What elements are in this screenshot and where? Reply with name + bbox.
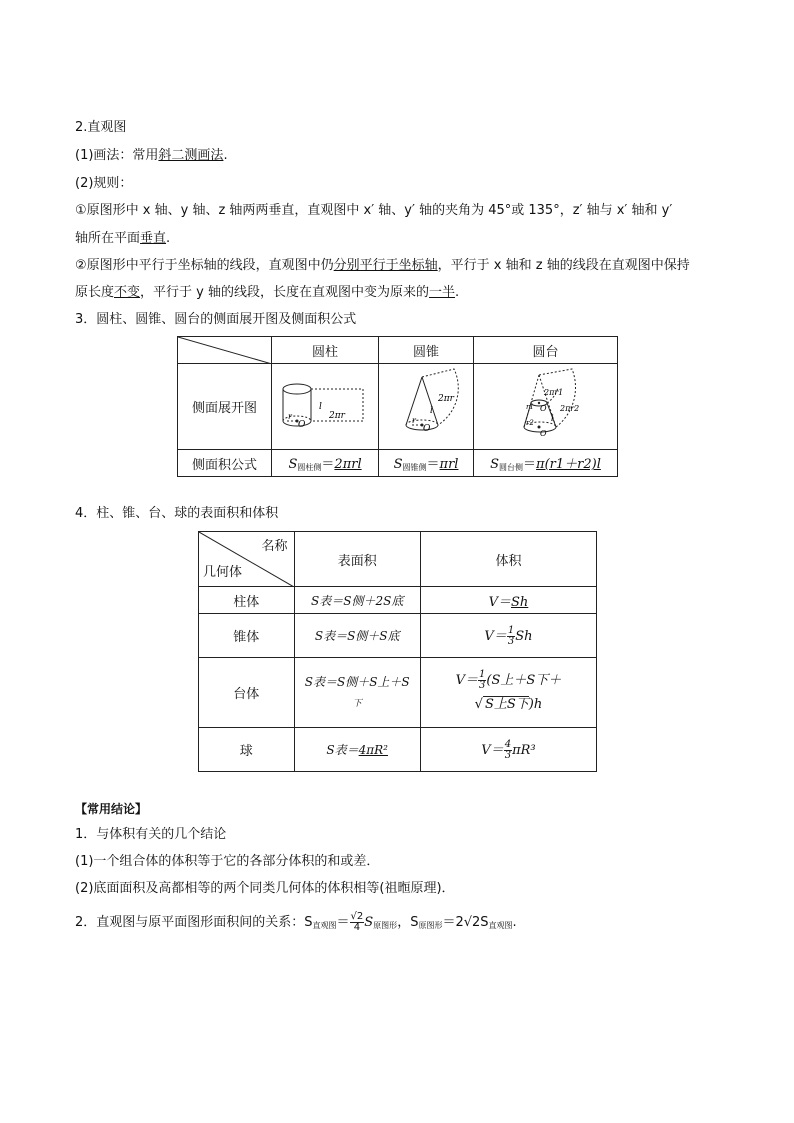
text: V＝ bbox=[488, 594, 511, 610]
text: ，平行于 x 轴和 z 轴的线段在直观图中保持 bbox=[437, 258, 690, 273]
subscript: 原图形 bbox=[373, 921, 398, 930]
underlined-answer: 不变 bbox=[114, 285, 141, 300]
fraction bbox=[507, 626, 515, 647]
section4-heading: 4．柱、锥、台、球的表面积和体积 bbox=[75, 506, 279, 521]
text: ②原图形中平行于坐标轴的线段，直观图中仍 bbox=[75, 258, 334, 273]
denominator: 3 bbox=[504, 749, 512, 761]
rule2-line2 bbox=[75, 284, 459, 302]
col-header-cylinder: 圆柱 bbox=[272, 337, 379, 364]
symbol-S: S bbox=[490, 457, 500, 472]
fraction bbox=[504, 740, 512, 761]
label-O: O bbox=[423, 423, 431, 434]
subscript: 圆锥侧 bbox=[402, 463, 427, 472]
underlined-answer: πrl bbox=[439, 457, 459, 472]
col-header-frustum: 圆台 bbox=[474, 337, 618, 364]
cone-formula bbox=[379, 450, 474, 477]
subscript: 圆柱侧 bbox=[297, 463, 322, 472]
cylinder-formula bbox=[272, 450, 379, 477]
equals: ＝ bbox=[336, 915, 350, 930]
fraction bbox=[350, 912, 365, 933]
text: . bbox=[166, 231, 171, 246]
rule2-line1 bbox=[75, 257, 690, 275]
corner-cell bbox=[178, 337, 272, 364]
text: (1)画法：常用 bbox=[75, 148, 159, 163]
label-2pr2: 2πr2 bbox=[559, 403, 579, 413]
conclusions-title: 【常用结论】 bbox=[75, 802, 148, 816]
label-2pr1: 2πr1 bbox=[543, 387, 563, 397]
equals: ＝ bbox=[426, 457, 440, 472]
corner-label-name: 名称 bbox=[261, 539, 288, 554]
text: S bbox=[364, 915, 374, 930]
row-name: 锥体 bbox=[199, 614, 295, 658]
underlined-answer: Sh bbox=[511, 594, 529, 610]
volume-formula bbox=[420, 728, 596, 772]
cylinder-net-diagram bbox=[273, 365, 377, 445]
denominator: 4 bbox=[353, 922, 361, 933]
underlined-answer: 2πrl bbox=[334, 457, 362, 472]
text: 轴所在平面 bbox=[75, 231, 141, 246]
label-r1: r1 bbox=[525, 402, 534, 411]
volume-formula: V＝ $\frac{1}{3}$ (S上＋S下＋ √ S上S下)h bbox=[420, 658, 596, 728]
drawing-method-line bbox=[75, 147, 228, 165]
text: Sh bbox=[515, 628, 533, 644]
underlined-answer: 垂直 bbox=[140, 231, 167, 246]
text: 原长度 bbox=[75, 285, 115, 300]
label-r2: r2 bbox=[525, 418, 534, 427]
underlined-answer: 一半 bbox=[429, 285, 456, 300]
row-name: 柱体 bbox=[199, 587, 295, 614]
text: . bbox=[455, 285, 460, 300]
underlined-answer: 分别平行于坐标轴 bbox=[333, 258, 438, 273]
label-2pr: 2πr bbox=[329, 410, 346, 421]
underlined-answer: 4πR² bbox=[358, 743, 388, 757]
denominator: 3 bbox=[507, 635, 515, 647]
col-header-cone: 圆锥 bbox=[379, 337, 474, 364]
numerator: √2 bbox=[350, 911, 364, 922]
text: . bbox=[223, 148, 228, 163]
equals: ＝ bbox=[523, 457, 537, 472]
cylinder-net-figure bbox=[272, 364, 379, 450]
text: S表＝S侧＋S上＋S bbox=[304, 674, 410, 689]
label-O: O bbox=[539, 428, 547, 438]
text: 下 bbox=[352, 698, 362, 709]
sqrt-radicand: S上S下 bbox=[484, 696, 529, 712]
corner-cell bbox=[199, 532, 295, 587]
frustum-net-figure bbox=[474, 364, 618, 450]
conclusion1-item1: (1)一个组合体的体积等于它的各部分体积的和或差． bbox=[75, 854, 380, 869]
text: . bbox=[512, 915, 517, 930]
text: ＝2√2S bbox=[442, 915, 489, 930]
underlined-answer: π(r1＋r2)l bbox=[536, 457, 601, 472]
text: ，平行于 y 轴的线段，长度在直观图中变为原来的 bbox=[140, 285, 429, 300]
numerator: 4 bbox=[504, 738, 512, 750]
subscript: 圆台侧 bbox=[499, 463, 524, 472]
text: (S上＋S下＋ bbox=[486, 672, 562, 688]
conclusion1-item2: (2)底面面积及高都相等的两个同类几何体的体积相等(祖暅原理)． bbox=[75, 881, 455, 896]
label-2pr: 2πr bbox=[438, 393, 454, 404]
rule1-line2 bbox=[75, 230, 170, 248]
frustum-net-diagram bbox=[476, 365, 616, 445]
corner-label-solid: 几何体 bbox=[203, 565, 243, 580]
label-l: l bbox=[319, 401, 322, 412]
diagonal-line bbox=[178, 337, 272, 364]
surface-formula: S表＝S侧＋2S底 bbox=[294, 587, 420, 614]
text: πR³ bbox=[512, 742, 536, 758]
col-header-surface: 表面积 bbox=[294, 532, 420, 587]
label-l: l bbox=[550, 413, 554, 423]
text: V＝ bbox=[484, 628, 507, 644]
label-O1: O bbox=[539, 403, 547, 413]
row-label-net: 侧面展开图 bbox=[178, 364, 272, 450]
cone-net-figure bbox=[379, 364, 474, 450]
surface-formula bbox=[294, 658, 420, 728]
conclusion2-line bbox=[75, 912, 517, 935]
label-l: l bbox=[430, 405, 433, 416]
text: V＝ bbox=[481, 742, 504, 758]
text: S表＝ bbox=[326, 743, 359, 757]
row-name: 球 bbox=[199, 728, 295, 772]
surface-volume-table bbox=[198, 531, 597, 772]
denominator: 3 bbox=[479, 679, 486, 691]
subscript: 直观图 bbox=[488, 921, 513, 930]
volume-formula bbox=[420, 614, 596, 658]
lateral-surface-table bbox=[177, 336, 618, 477]
text: )h bbox=[528, 696, 543, 712]
section2-heading: 2.直观图 bbox=[75, 120, 127, 135]
conclusion1-heading: 1．与体积有关的几个结论 bbox=[75, 827, 227, 842]
col-header-volume: 体积 bbox=[420, 532, 596, 587]
symbol-S: S bbox=[288, 457, 298, 472]
numerator: 1 bbox=[479, 668, 486, 680]
symbol-S: S bbox=[393, 457, 403, 472]
subscript: 原图形 bbox=[418, 921, 443, 930]
volume-formula bbox=[420, 587, 596, 614]
equals: ＝ bbox=[321, 457, 335, 472]
row-label-formula: 侧面积公式 bbox=[178, 450, 272, 477]
surface-formula: S表＝S侧＋S底 bbox=[294, 614, 420, 658]
label-r: r bbox=[288, 411, 292, 421]
rule1-line1: ①原图形中 x 轴、y 轴、z 轴两两垂直，直观图中 x′ 轴、y′ 轴的夹角为 45°或 135°，z′ 轴与 x′ 轴和 y′ bbox=[75, 203, 673, 218]
subscript: 直观图 bbox=[312, 921, 337, 930]
row-name: 台体 bbox=[199, 658, 295, 728]
text: ，S bbox=[397, 915, 419, 930]
cone-net-diagram bbox=[380, 365, 472, 445]
text: V＝ bbox=[455, 672, 479, 688]
rules-label: (2)规则： bbox=[75, 176, 133, 191]
numerator: 1 bbox=[507, 624, 515, 636]
text: 2．直观图与原平面图形面积间的关系：S bbox=[75, 915, 313, 930]
surface-formula bbox=[294, 728, 420, 772]
label-r: r bbox=[412, 415, 416, 425]
underlined-answer: 斜二测画法 bbox=[158, 148, 224, 163]
frustum-formula bbox=[474, 450, 618, 477]
section3-heading: 3．圆柱、圆锥、圆台的侧面展开图及侧面积公式 bbox=[75, 312, 357, 327]
label-O: O bbox=[298, 419, 306, 430]
